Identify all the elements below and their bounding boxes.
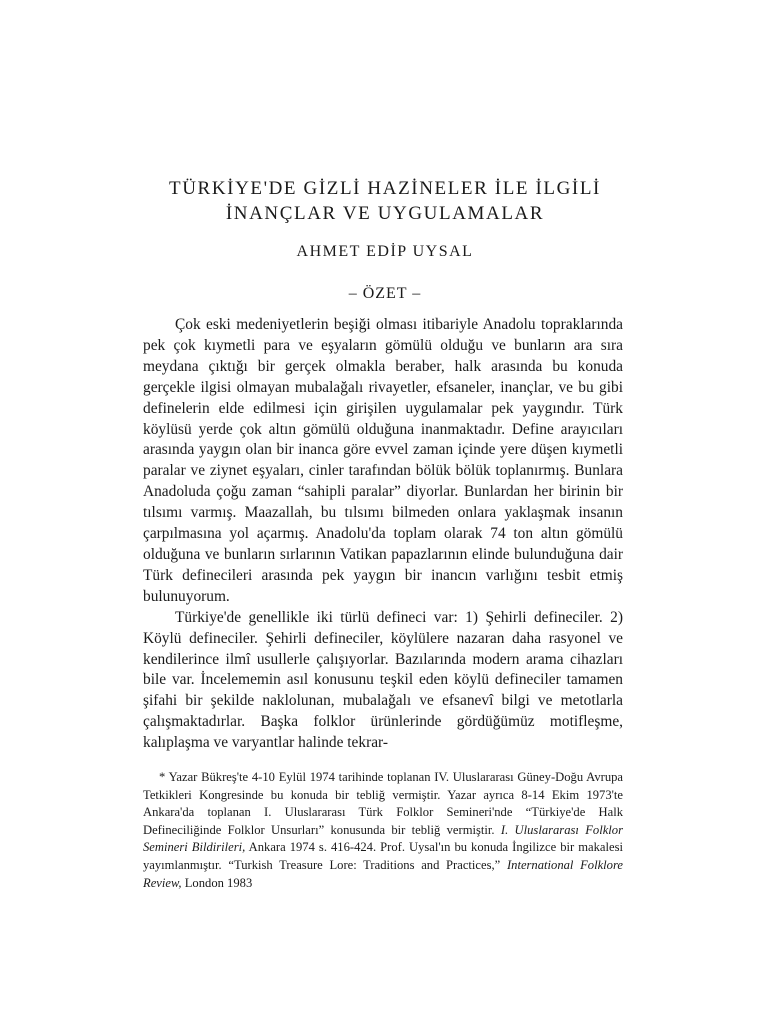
footnote-part-1: * Yazar Bükreş'te 4-10 Eylül 1974 tarihinde toplanan IV. Uluslararası Güney-Doğu Avrupa Tetkikleri Kongresinde bu konuda bir tebliğ vermiştir. Yazar ayrıca 8-14 Ekim 1973'te Ankara'da toplanan I. Uluslararası Türk Folklor Semineri'nde “Türkiye'de Halk Defineciliğinde Folklor Unsurları” konusunda bir tebliğ vermiştir. xyxy=(143,770,623,837)
footnote-citation-1: I. Uluslararası Folklor Semineri Bildirileri, xyxy=(143,822,623,855)
author-name: AHMET EDİP UYSAL xyxy=(296,243,474,260)
footnote-citation-2: International Folklore Review, xyxy=(143,857,623,890)
abstract-heading: – ÖZET – xyxy=(348,285,422,302)
footnote xyxy=(143,769,623,892)
footnote-text xyxy=(143,769,623,892)
article-title xyxy=(120,176,650,226)
title-line-2: İNANÇLAR VE UYGULAMALAR xyxy=(225,203,545,224)
footnote-part-3: London 1983 xyxy=(184,875,253,890)
paragraph-2: Türkiye'de genellikle iki türlü defineci var: 1) Şehirli defineciler. 2) Köylü defineciler. Şehirli defineciler, köylülere nazaran daha rasyonel ve kendilerince ilmî usullerle çalışıyorlar. Bazılarında modern arama cihazları bile var. İncelememin asıl konusunu teşkil eden köylü defineciler tamamen şifahi bir şekilde naklolunan, mubalağalı ve efsanevî bilgi ve metotlarla çalışmaktadırlar. Başka folklor ürünlerinde gördüğümüz motifleşme, kalıplaşma ve varyantlar halinde tekrar- xyxy=(143,608,623,752)
paragraph-1: Çok eski medeniyetlerin beşiği olması itibariyle Anadolu topraklarında pek çok kıymetli para ve eşyaların gömülü olduğu ve bunların ara sıra meydana çıktığı bir gerçek olmakla beraber, halk arasında bu konuda gerçekle ilgisi olmayan mubalağalı rivayetler, efsaneler, inançlar, ve bu gibi definelerin elde edilmesi için girişilen uygulamalar pek yaygındır. Türk köylüsü yerde çok altın gömülü olduğuna inanmaktadır. Define arayıcıları arasında yaygın olan bir inanca göre evvel zaman içinde yere düşen kıymetli paralar ve ziynet eşyaları, cinler tarafından bölük bölük toplanırmış. Bunlara Anadoluda çoğu zaman “sahipli paralar” diyorlar. Bunlardan her birinin bir tılsımı varmış. Maazallah, bu tılsımı bilmeden onlara yaklaşmak insanın çarpılmasına yol açarmış. Anadolu'da toplam olarak 74 ton altın gömülü olduğuna ve bunların sırlarının Vatikan papazlarının elinde bulunduğuna dair Türk definecileri arasında pek yaygın bir inancın varlığını tesbit etmiş bulunuyorum. xyxy=(143,316,623,605)
footnote-part-2: Ankara 1974 s. 416-424. Prof. Uysal'ın bu konuda İngilizce bir makalesi yayımlanmıştır. “Turkish Treasure Lore: Traditions and Practices,” xyxy=(143,840,623,872)
title-line-1: TÜRKİYE'DE GİZLİ HAZİNELER İLE İLGİLİ xyxy=(169,178,601,199)
abstract-body xyxy=(143,315,623,754)
